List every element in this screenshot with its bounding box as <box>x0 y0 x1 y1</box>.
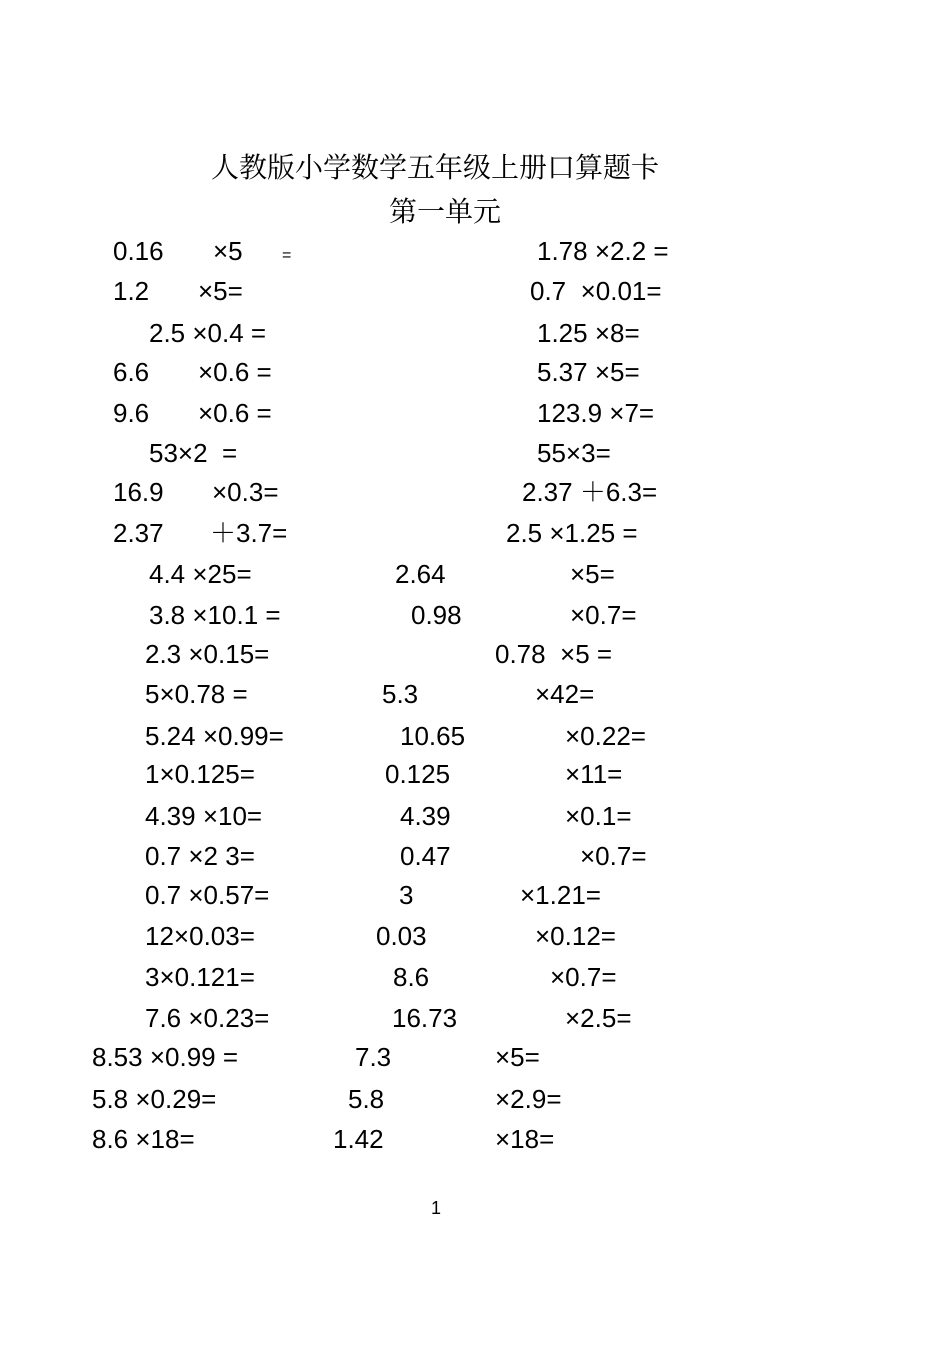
problem-segment: 2.37 ＋6.3= <box>522 477 658 507</box>
problem-segment: 5.8 ×0.29= <box>92 1084 217 1114</box>
problem-segment: 0.47 <box>400 841 451 871</box>
problem-segment: 1.42 <box>333 1124 384 1154</box>
problem-segment: 8.6 ×18= <box>92 1124 195 1154</box>
problem-segment: 7.3 <box>355 1042 392 1072</box>
problem-segment: 3×0.121= <box>145 962 255 992</box>
problem-segment: 2.64 <box>395 559 446 589</box>
problem-segment: 7.6 ×0.23= <box>145 1003 270 1033</box>
problem-segment: 8.53 ×0.99 = <box>92 1042 239 1072</box>
problem-segment: 55×3= <box>537 438 611 468</box>
problem-segment: 0.16 <box>113 236 164 266</box>
problem-segment: ×2.9= <box>495 1084 562 1114</box>
problem-segment: 16.73 <box>392 1003 458 1033</box>
problem-segment: ×0.7= <box>550 962 617 992</box>
problem-segment: 1.78 ×2.2 = <box>537 236 669 266</box>
problem-segment: 12×0.03= <box>145 921 255 951</box>
problem-segment: 10.65 <box>400 721 466 751</box>
problem-segment: 5.3 <box>382 679 419 709</box>
problem-segment: ×5= <box>570 559 615 589</box>
problem-segment: 0.03 <box>376 921 427 951</box>
unit-subtitle: 第一单元 <box>388 195 501 228</box>
page-number: 1 <box>431 1198 442 1218</box>
problem-segment: ×0.7= <box>580 841 647 871</box>
problem-segment: ×5 <box>213 236 243 266</box>
problem-segment: 5.37 ×5= <box>537 357 640 387</box>
problem-segment: 4.4 ×25= <box>149 559 252 589</box>
problem-segment: ×1.21= <box>520 880 601 910</box>
problem-segment: 123.9 ×7= <box>537 398 655 428</box>
problem-segment: ×18= <box>495 1124 555 1154</box>
problem-segment: 8.6 <box>393 962 430 992</box>
problem-segment: 5.8 <box>348 1084 385 1114</box>
problem-segment: ×5= <box>495 1042 540 1072</box>
problem-segment: ×2.5= <box>565 1003 632 1033</box>
problem-segment: 5×0.78 = <box>145 679 248 709</box>
problem-segment: 2.3 ×0.15= <box>145 639 270 669</box>
problem-segment: 9.6 <box>113 398 150 428</box>
problem-segment: 53×2 = <box>149 438 238 468</box>
problem-segment: 1.25 ×8= <box>537 318 640 348</box>
problem-segment: 4.39 ×10= <box>145 801 263 831</box>
problem-segment: 1×0.125= <box>145 759 255 789</box>
problem-segment: 1.2 <box>113 276 150 306</box>
problem-segment: ×0.6 = <box>198 398 272 428</box>
problem-segment: 0.7 ×2 3= <box>145 841 255 871</box>
problem-segment: ×42= <box>535 679 595 709</box>
problem-segment: ×0.7= <box>570 600 637 630</box>
problem-segment: = <box>282 247 292 264</box>
problem-segment: 4.39 <box>400 801 451 831</box>
problem-segment: 0.98 <box>411 600 462 630</box>
problem-segment: 6.6 <box>113 357 150 387</box>
problem-segment: 16.9 <box>113 477 164 507</box>
problem-segment: ×5= <box>198 276 243 306</box>
problem-segment: 0.125 <box>385 759 451 789</box>
problem-segment: 2.5 ×0.4 = <box>149 318 267 348</box>
problem-segment: ×11= <box>565 759 623 789</box>
problem-segment: ×0.1= <box>565 801 632 831</box>
problem-segment: ×0.12= <box>535 921 616 951</box>
problem-segment: 3 <box>399 880 414 910</box>
problem-segment: ×0.22= <box>565 721 646 751</box>
problem-segment: 3.8 ×10.1 = <box>149 600 281 630</box>
problem-segment: 2.5 ×1.25 = <box>506 518 638 548</box>
problem-segment: 2.37 <box>113 518 164 548</box>
problem-segment: 0.7 ×0.57= <box>145 880 270 910</box>
problem-segment: 5.24 ×0.99= <box>145 721 284 751</box>
problem-segment: 0.78 ×5 = <box>495 639 613 669</box>
problem-segment: ＋3.7= <box>210 518 288 548</box>
problem-segment: ×0.3= <box>212 477 279 507</box>
page-title: 人教版小学数学五年级上册口算题卡 <box>210 151 659 184</box>
problem-segment: 0.7 ×0.01= <box>530 276 662 306</box>
problem-segment: ×0.6 = <box>198 357 272 387</box>
